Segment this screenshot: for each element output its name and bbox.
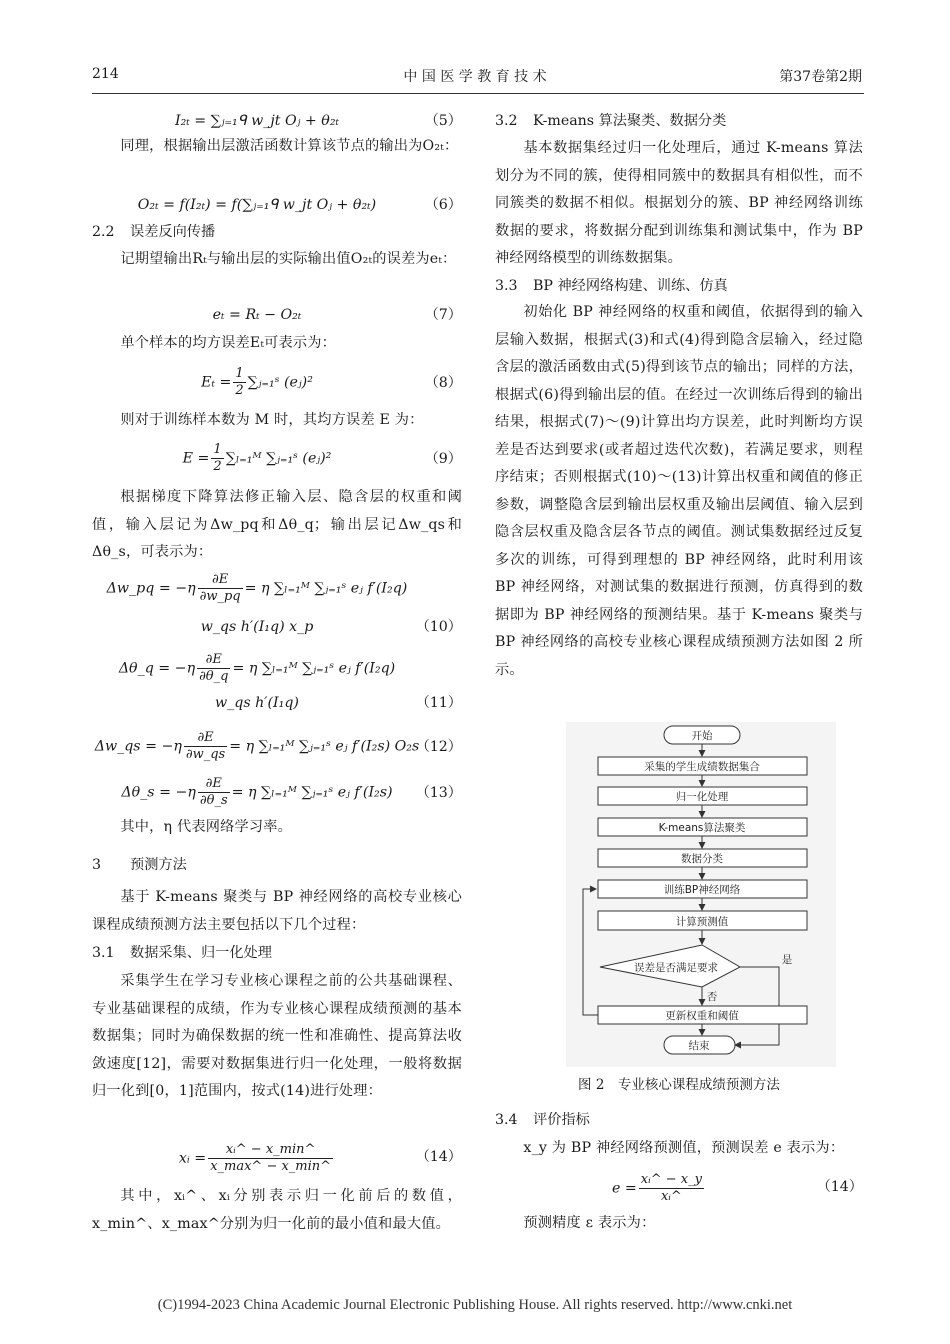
equation-11-continued: w_qs h′(I₁q) （11） bbox=[215, 695, 462, 711]
equation-8: Eₜ = $\frac{1}{2}$ ∑ⱼ₌₁ˢ (eⱼ)² （8） bbox=[201, 366, 462, 398]
flow-update-label: 更新权重和阈值 bbox=[665, 1010, 739, 1022]
equation-9: E = $\frac{1}{2}$ ∑ₗ₌₁ᴹ ∑ⱼ₌₁ˢ (eⱼ)² （9） bbox=[182, 442, 462, 474]
equation-12: Δw_qs = −η $\frac{\partial E}{\partial w\_qs}$ = η ∑ₗ₌₁ᴹ ∑ⱼ₌₁ˢ eⱼ f′(I₂s) O₂s （12） bbox=[94, 730, 462, 762]
heading-3-4: 3.4 评价指标 bbox=[495, 1112, 590, 1128]
paragraph-eta: 其中，η 代表网络学习率。 bbox=[120, 819, 293, 835]
paragraph-error: 记期望输出Rₜ与输出层的实际输出值O₂ₜ的误差为eₜ： bbox=[120, 251, 457, 267]
flow-classify-label: 数据分类 bbox=[681, 853, 723, 865]
copyright-footer: (C)1994-2023 China Academic Journal Electronic Publishing House. All rights reserved. http://www.cnki.net bbox=[157, 1297, 793, 1313]
paragraph-collect: 采集学生在学习专业核心课程之前的公共基础课程、专业基础课程的成绩，作为专业核心课程成绩预测的基本数据集；同时为确保数据的统一性和准确性、提高算法收敛速度[12]，需要对数据集进行归一化处理，一般将数据归一化到[0，1]范围内，按式(14)进行处理： bbox=[92, 973, 462, 1099]
equation-6: O₂ₜ = f(I₂ₜ) = f(∑ⱼ₌₁ᑫ w_jt Oⱼ + θ₂ₜ) （6） bbox=[137, 197, 462, 213]
equation-14: xᵢ = $\frac{\text{xᵢ\textasciicircum{} − x\_min\textasciicircum{}}}{x\_\max\^{} - x\_\min\^{}}$ （14） bbox=[178, 1142, 462, 1174]
flow-no-label: 否 bbox=[706, 991, 718, 1003]
flow-yes-label: 是 bbox=[781, 954, 793, 966]
equation-13: Δθ_s = −η $\frac{\partial E}{\partial\theta\_s}$ = η ∑ₗ₌₁ᴹ ∑ⱼ₌₁ˢ eⱼ f′(I₂s) （13） bbox=[121, 776, 462, 808]
paragraph-eval: x_y 为 BP 神经网络预测值，预测误差 e 表示为： bbox=[523, 1140, 845, 1156]
heading-3-1: 3.1 数据采集、归一化处理 bbox=[92, 945, 272, 961]
equation-7: eₜ = Rₜ − O₂ₜ （7） bbox=[212, 307, 462, 323]
flow-decision-label: 误差是否满足要求 bbox=[634, 962, 718, 974]
paragraph-bp: 初始化 BP 神经网络的权重和阈值，依据得到的输入层输入数据，根据式(3)和式(4)得到隐含层输入，经过隐含层的激活函数由式(5)得到该节点的输出；同样的方法，根据式(6)得到输出层的值。在经过一次训练后得到的输出结果，根据式(7)～(9)计算出均方误差，此时判断均方误差是否达到要求(或者超过迭代次数)，若满足要求，则程序结束；否则根据式(10)～(13)计算出权重和阈值的修正参数，调整隐含层到输出层权重及输出层阈值、输入层到隐含层权重及隐含层各节点的阈值。测试集数据经过反复多次的训练，可得到理想的 BP 神经网络，此时利用该 BP 神经网络，对测试集的数据进行预测，仿真得到的数据即为 BP 神经网络的预测结果。基于 K-means 聚类与 BP 神经网络的高校专业核心课程成绩预测方法如图 2 所示。 bbox=[495, 304, 863, 678]
flowchart-svg bbox=[566, 722, 836, 1067]
flow-collect-label: 采集的学生成绩数据集合 bbox=[644, 761, 760, 773]
equation-5: I₂ₜ = ∑ⱼ₌₁ᑫ w_jt Oⱼ + θ₂ₜ （5） bbox=[174, 113, 462, 129]
figure-caption: 图 2 专业核心课程成绩预测方法 bbox=[578, 1077, 780, 1093]
heading-3: 3 预测方法 bbox=[92, 857, 187, 873]
paragraph-cluster: 基本数据集经过归一化处理后，通过 K-means 算法划分为不同的簇，使得相同簇中的数据具有相似性，而不同簇类的数据不相似。根据划分的簇、BP 神经网络训练数据的要求，将数据分配到训练集和测试集中，作为 BP 神经网络模型的训练数据集。 bbox=[495, 140, 863, 266]
header-rule bbox=[92, 93, 864, 94]
flow-end-label: 结束 bbox=[688, 1040, 710, 1052]
paragraph-similar: 同理，根据输出层激活函数计算该节点的输出为O₂ₜ： bbox=[120, 138, 459, 154]
heading-3-2: 3.2 K-means 算法聚类、数据分类 bbox=[495, 113, 727, 129]
equation-10: Δw_pq = −η $\frac{\partial E}{\partial w\_pq}$ = η ∑ₗ₌₁ᴹ ∑ⱼ₌₁ˢ eⱼ f′(I₂q) bbox=[106, 572, 408, 604]
equation-14b: e = $\frac{\text{xᵢ\textasciicircum{} − x\_y}}{\text{xᵢ\textasciicircum{}}}$ （14） bbox=[612, 1172, 863, 1204]
heading-3-3: 3.3 BP 神经网络构建、训练、仿真 bbox=[495, 278, 728, 294]
heading-2-2: 2.2 误差反向传播 bbox=[92, 224, 216, 240]
flow-normalize-label: 归一化处理 bbox=[675, 791, 729, 803]
flow-predict-label: 计算预测值 bbox=[675, 916, 729, 928]
paragraph-gradient: 根据梯度下降算法修正输入层、隐含层的权重和阈值，输入层记为Δw_pq和Δθ_q；输出层记Δw_qs和Δθ_s，可表示为： bbox=[92, 489, 462, 560]
equation-10-continued: w_qs h′(I₁q) x_p （10） bbox=[200, 619, 462, 635]
paragraph-precision: 预测精度 ε 表示为： bbox=[523, 1215, 656, 1231]
paragraph-where: 其中，xᵢ^、xᵢ分别表示归一化前后的数值，x_min^、x_max^分别为归一化前的最小值和最大值。 bbox=[92, 1188, 462, 1232]
flow-kmeans-label: K-means算法聚类 bbox=[658, 822, 746, 834]
equation-11: Δθ_q = −η $\frac{\partial E}{\partial\theta\_q}$ = η ∑ₗ₌₁ᴹ ∑ⱼ₌₁ˢ eⱼ f′(I₂q) bbox=[118, 652, 396, 684]
flow-start-label: 开始 bbox=[691, 730, 713, 742]
flow-train-label: 训练BP神经网络 bbox=[663, 884, 741, 896]
page-number: 214 bbox=[92, 66, 119, 82]
flowchart-figure bbox=[566, 722, 836, 1067]
paragraph-sample-m: 则对于训练样本数为 M 时，其均方误差 E 为： bbox=[120, 412, 424, 428]
journal-title: 中 国 医 学 教 育 技 术 bbox=[403, 69, 547, 85]
paragraph-mse: 单个样本的均方误差Eₜ可表示为： bbox=[120, 335, 337, 351]
issue-label: 第37卷第2期 bbox=[779, 69, 862, 85]
paragraph-method-intro: 基于 K-means 聚类与 BP 神经网络的高校专业核心课程成绩预测方法主要包括以下几个过程： bbox=[92, 889, 462, 933]
